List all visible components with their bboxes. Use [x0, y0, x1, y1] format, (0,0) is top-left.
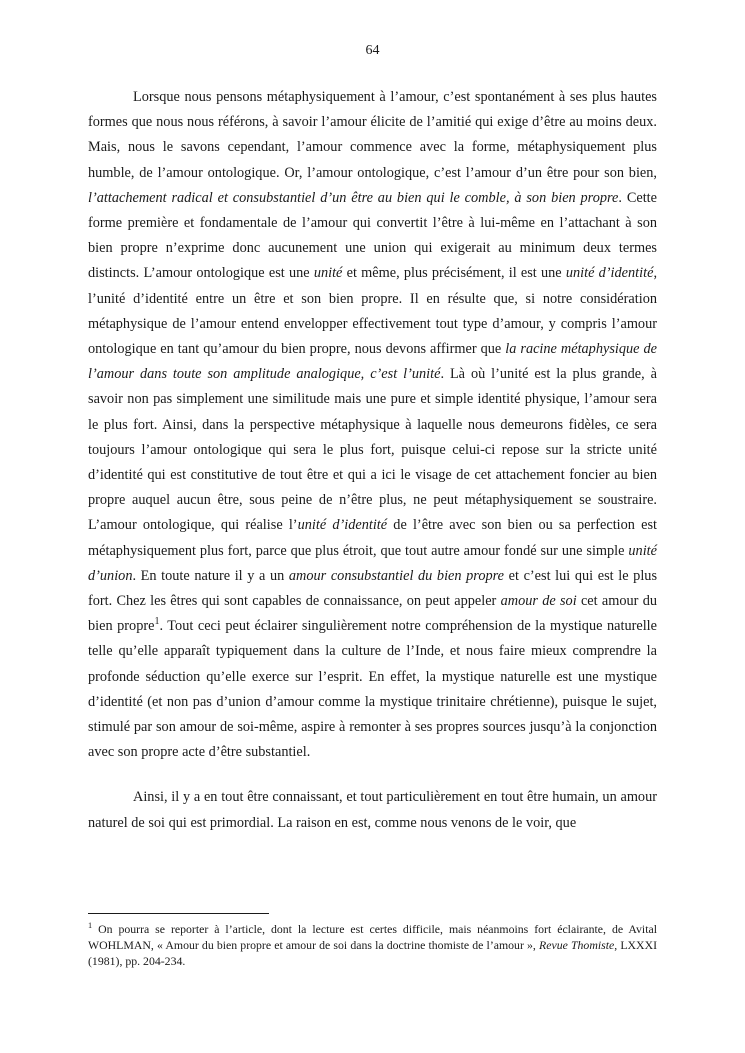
italic-text: unité d’identité [297, 517, 388, 534]
text-run: et c’est lui qui est le plus fort. Chez les êtres qui sont capables de connaissance, on peut appeler [88, 567, 658, 610]
paragraph [88, 85, 657, 765]
page-number: 64 [365, 43, 380, 58]
italic-text: unité d’union [88, 542, 657, 584]
italic-text: unité [313, 265, 343, 282]
text-run: de l’être avec son bien ou sa perfection est métaphysiquement plus fort, parce que plus étroit, que tout autre amour fondé sur une simple [88, 517, 657, 559]
italic-text: amour de soi [500, 593, 577, 610]
body-text [88, 85, 657, 836]
text-run: et même, plus précisément, il est une [342, 265, 566, 282]
italic-text: Revue Thomiste [539, 938, 615, 952]
text-run: . En toute nature il y a un [132, 567, 289, 584]
text-run: Ainsi, il y a en tout être connaissant, et tout particulièrement en tout être humain, un amour naturel de soi qui est primordial. La raison en est, comme nous venons de le voir, que [88, 789, 657, 831]
italic-text: unité d’identité [565, 265, 654, 282]
text-run: , LXXXI (1981), pp. 204-234. [88, 938, 658, 968]
text-run: . Tout ceci peut éclairer singulièrement notre compréhension de la mystique naturelle telle qu’elle apparaît typiquement dans la culture de l’Inde, et nous faire mieux comprendre la profonde séduction qu’elle exerce sur l’esprit. En effet, la mystique naturelle est une mystique d’identité (et non pas d’union d’amour comme la mystique trinitaire chrétienne), puisque le sujet, stimulé par son amour de soi-même, aspire à remonter à ses propres sources jusqu’à la conjonction avec son propre acte d’être substantiel. [88, 618, 657, 761]
footnote-ref: 1 [88, 921, 93, 931]
text-run: . Cette forme première et fondamentale de l’amour qui convertit l’être à lui-même en l’attachant à son bien propre n’exprime donc aucunement une union qui exigerait au minimum deux termes distincts. L’amour ontologique est une [88, 189, 657, 282]
text-run: . Là où l’unité est la plus grande, à savoir non pas simplement une similitude mais une pure et simple identité physique, l’amour sera le plus fort. Ainsi, dans la perspective métaphysique à laquelle nous demeurons fidèles, ce sera toujours l’amour ontologique qui sera le plus fort, puisque celui-ci repose sur la stricte unité d’identité qui est constitutive de tout être et qui a ici le visage de cet attachement foncier au bien propre auquel aucun être, sous peine de n’être plus, ne peut métaphysiquement se soustraire. L’amour ontologique, qui réalise l’ [88, 366, 658, 534]
footnote-ref: 1 [154, 616, 160, 628]
text-run: cet amour du bien propre [88, 593, 657, 635]
text-run: On pourra se reporter à l’article, dont la lecture est certes difficile, mais néanmoins fort éclairante, de Avital WOHLMAN, « Amour du bien propre et amour de soi dans la doctrine thomiste de l’amour », [88, 922, 657, 952]
text-run: , l’unité d’identité entre un être et son bien propre. Il en résulte que, si notre considération métaphysique de l’amour entend envelopper effectivement tout type d’amour, y compris l’amour ontologique en tant qu’amour du bien propre, nous devons affirmer que [88, 265, 658, 358]
italic-text: la racine métaphysique de l’amour dans toute son amplitude analogique, c’est l’unité [88, 341, 657, 383]
text-run: Lorsque nous pensons métaphysiquement à l’amour, c’est spontanément à ses plus hautes formes que nous nous référons, à savoir l’amour élicite de l’amitié qui exige d’être au moins deux. Mais, nous le savons cependant, l’amour commence avec la forme, métaphysiquement plus humble, de l’amour ontologique. Or, l’amour ontologique, c’est l’amour d’un être pour son bien, [88, 89, 657, 181]
footnote [88, 921, 657, 969]
paragraph [88, 785, 657, 835]
italic-text: amour consubstantiel du bien propre [288, 567, 505, 584]
italic-text: l’attachement radical et consubstantiel d’un être au bien qui le comble, à son bien propre [88, 189, 619, 206]
footnote-separator [88, 913, 269, 914]
